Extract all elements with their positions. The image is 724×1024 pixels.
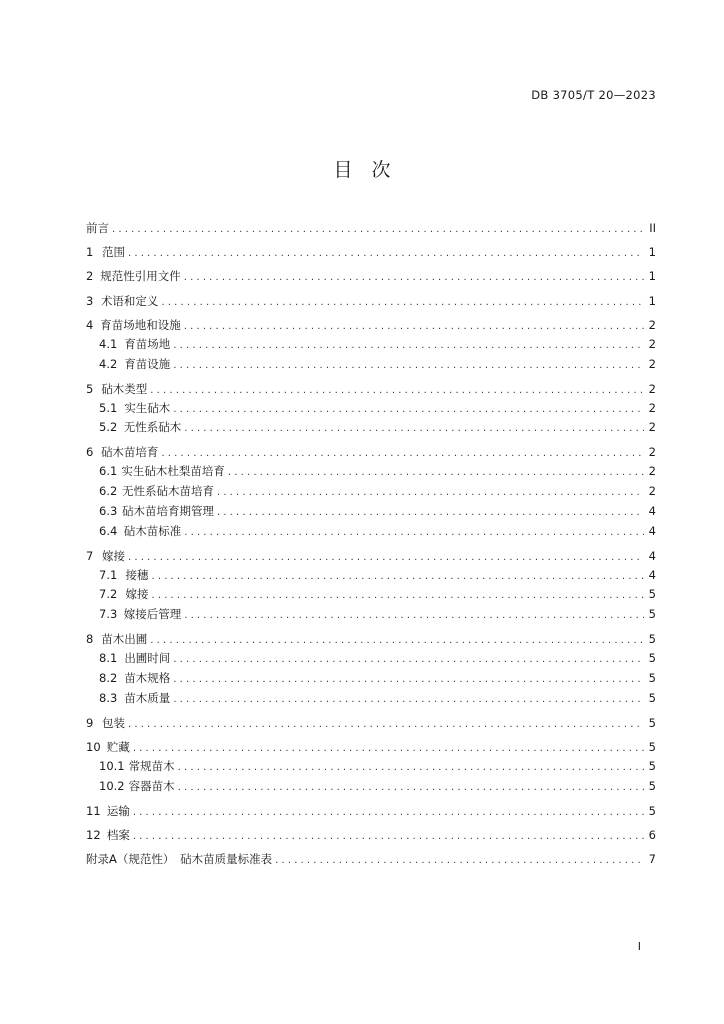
toc-entry-label: 育苗场地 (124, 336, 171, 351)
toc-dot-leader (184, 268, 644, 288)
footer-page-number: I (637, 940, 641, 953)
toc-dot-leader (178, 758, 644, 778)
toc-entry-page: 5 (648, 740, 656, 755)
toc-entry-page: 2 (648, 445, 656, 460)
toc-entry[interactable] (86, 757, 656, 777)
toc-entry[interactable] (86, 379, 656, 399)
toc-dot-leader (217, 483, 644, 503)
toc-entry-label: 附录A（规范性） 砧木苗质量标准表 (86, 852, 273, 867)
toc-dot-leader (133, 739, 644, 759)
toc-entry-page: 6 (648, 828, 656, 842)
toc-entry-label: 砧木苗培育 (100, 445, 159, 460)
toc-entry-number: 7.2 (99, 587, 118, 602)
toc-entry-number: 12 (86, 828, 101, 842)
toc-entry-label: 无性系砧木 (123, 420, 182, 435)
toc-entry[interactable] (86, 399, 656, 419)
toc-dot-leader (184, 419, 644, 439)
toc-entry-number: 5.2 (99, 420, 118, 435)
toc-entry-number: 7 (86, 548, 94, 563)
toc-entry-page: 2 (648, 420, 656, 435)
toc-entry-label: 出圃时间 (124, 651, 171, 666)
toc-entry[interactable] (86, 825, 656, 845)
toc-dot-leader (133, 803, 644, 823)
toc-entry-number: 8 (86, 632, 94, 647)
toc-entry-page: 5 (648, 632, 656, 647)
toc-entry-page: 2 (648, 484, 656, 499)
toc-entry[interactable] (86, 242, 656, 262)
toc-entry-label: 砧木类型 (101, 381, 148, 396)
toc-entry-label: 嫁接 (101, 548, 125, 563)
toc-entry-label: 苗木规格 (124, 671, 171, 686)
toc-dot-leader (217, 503, 644, 523)
toc-dot-leader (128, 548, 644, 568)
toc-entry[interactable] (86, 737, 656, 757)
toc-entry-page: 2 (648, 317, 656, 332)
toc-entry[interactable] (86, 522, 656, 542)
toc-dot-leader (150, 631, 644, 651)
toc-dot-leader (173, 650, 644, 670)
toc-entry-number: 8.3 (99, 690, 118, 705)
toc-entry[interactable] (86, 629, 656, 649)
toc-entry-page: II (649, 221, 656, 235)
toc-entry-page: 4 (648, 567, 656, 582)
toc-entry-page: 2 (648, 336, 656, 351)
toc-entry-number: 3 (86, 293, 94, 308)
toc-entry[interactable] (86, 335, 656, 355)
toc-entry-number: 4 (86, 317, 94, 332)
toc-entry-page: 1 (648, 245, 656, 260)
toc-entry-page: 5 (648, 778, 656, 793)
toc-entry-page: 1 (648, 293, 656, 308)
toc-entry[interactable] (86, 502, 656, 522)
toc-entry-label: 贮藏 (106, 740, 130, 755)
toc-dot-leader (275, 851, 644, 871)
toc-dot-leader (184, 606, 644, 626)
toc-dot-leader (128, 244, 644, 264)
toc-dot-leader (184, 317, 644, 337)
toc-entry[interactable] (86, 418, 656, 438)
toc-entry-page: 5 (648, 715, 656, 730)
toc-entry-label: 运输 (106, 803, 130, 818)
toc-dot-leader (173, 690, 644, 710)
toc-dot-leader (173, 356, 644, 376)
toc-entry[interactable] (86, 218, 656, 238)
toc-entry-number: 7.1 (99, 567, 118, 582)
toc-entry-label: 无性系砧木苗培育 (121, 484, 214, 499)
toc-entry-label: 实生砧木杜梨苗培育 (121, 464, 225, 479)
toc-entry-label: 包装 (101, 715, 125, 730)
toc-entry[interactable] (86, 355, 656, 375)
toc-entry-number: 11 (86, 803, 101, 818)
toc-dot-leader (161, 293, 644, 313)
toc-entry-page: 2 (648, 400, 656, 415)
toc-entry-page: 5 (648, 690, 656, 705)
toc-entry-page: 4 (648, 503, 656, 518)
toc-entry[interactable] (86, 605, 656, 625)
toc-entry[interactable] (86, 462, 656, 482)
toc-entry-number: 6.4 (99, 523, 118, 538)
toc-entry-label: 容器苗木 (128, 778, 175, 793)
toc-entry-number: 6.3 (99, 503, 118, 518)
toc-entry[interactable] (86, 291, 656, 311)
toc-entry-page: 5 (648, 607, 656, 622)
toc-entry-label: 前言 (86, 221, 109, 235)
toc-dot-leader (184, 523, 644, 543)
toc-dot-leader (173, 336, 644, 356)
toc-entry-number: 6.1 (99, 464, 118, 479)
toc-entry[interactable] (86, 849, 656, 869)
toc-dot-leader (150, 381, 644, 401)
toc-entry-page: 7 (648, 852, 656, 867)
toc-entry-label: 砧木苗培育期管理 (121, 503, 214, 518)
toc-entry-label: 育苗场地和设施 (100, 317, 181, 332)
toc-entry-number: 8.1 (99, 651, 118, 666)
toc-entry-label: 嫁接后管理 (123, 607, 182, 622)
toc-entry[interactable] (86, 689, 656, 709)
toc-entry-label: 常规苗木 (128, 759, 175, 774)
toc-entry[interactable] (86, 777, 656, 797)
toc-entry[interactable] (86, 649, 656, 669)
toc-entry-page: 4 (648, 523, 656, 538)
toc-entry[interactable] (86, 713, 656, 733)
toc-entry-page: 5 (648, 671, 656, 686)
toc-entry-label: 实生砧木 (124, 400, 171, 415)
toc-entry[interactable] (86, 266, 656, 286)
standard-code: DB 3705/T 20—2023 (531, 88, 656, 102)
toc-entry-page: 2 (648, 381, 656, 396)
toc-entry-number: 4.2 (99, 356, 118, 371)
toc-dot-leader (228, 463, 644, 483)
toc-dot-leader (161, 444, 644, 464)
toc-entry-number: 10.1 (99, 759, 125, 774)
toc-entry-label: 砧木苗标准 (123, 523, 182, 538)
toc-entry[interactable] (86, 546, 656, 566)
toc-entry-number: 8.2 (99, 671, 118, 686)
toc-entry-number: 4.1 (99, 336, 118, 351)
toc-entry-label: 档案 (106, 828, 130, 842)
toc-entry[interactable] (86, 566, 656, 586)
toc-entry-number: 6.2 (99, 484, 118, 499)
page-title: 目 次 (333, 159, 391, 181)
toc-entry[interactable] (86, 669, 656, 689)
toc-entry-label: 嫁接 (125, 587, 149, 602)
toc-dot-leader (128, 715, 644, 735)
toc-entry-page: 1 (648, 269, 656, 284)
toc-entry-label: 规范性引用文件 (100, 269, 181, 284)
toc-entry-label: 接穗 (125, 567, 149, 582)
toc-entry[interactable] (86, 482, 656, 502)
toc-entry-page: 5 (648, 759, 656, 774)
toc-dot-leader (133, 827, 644, 847)
toc-entry-label: 育苗设施 (124, 356, 171, 371)
toc-dot-leader (112, 220, 644, 240)
toc-entry[interactable] (86, 315, 656, 335)
toc-entry[interactable] (86, 585, 656, 605)
toc-dot-leader (151, 567, 644, 587)
toc-entry[interactable] (86, 801, 656, 821)
toc-entry-page: 5 (648, 651, 656, 666)
toc-entry-label: 范围 (101, 245, 125, 260)
toc-entry-number: 6 (86, 445, 94, 460)
toc-dot-leader (178, 778, 644, 798)
toc-dot-leader (151, 586, 644, 606)
toc-dot-leader (173, 400, 644, 420)
toc-entry-number: 10 (86, 740, 101, 755)
toc-entry-page: 2 (648, 356, 656, 371)
toc-entry-number: 5 (86, 381, 94, 396)
toc-entry[interactable] (86, 442, 656, 462)
table-of-contents (86, 218, 656, 869)
toc-entry-number: 1 (86, 245, 94, 260)
toc-entry-number: 10.2 (99, 778, 125, 793)
toc-entry-page: 4 (648, 548, 656, 563)
toc-entry-number: 5.1 (99, 400, 118, 415)
toc-entry-page: 5 (648, 587, 656, 602)
toc-entry-number: 7.3 (99, 607, 118, 622)
toc-entry-label: 术语和定义 (100, 293, 159, 308)
toc-entry-label: 苗木出圃 (101, 632, 148, 647)
toc-entry-page: 2 (648, 464, 656, 479)
toc-entry-number: 2 (86, 269, 94, 284)
toc-dot-leader (173, 670, 644, 690)
toc-entry-page: 5 (648, 803, 656, 818)
toc-entry-label: 苗木质量 (124, 690, 171, 705)
toc-entry-number: 9 (86, 715, 94, 730)
